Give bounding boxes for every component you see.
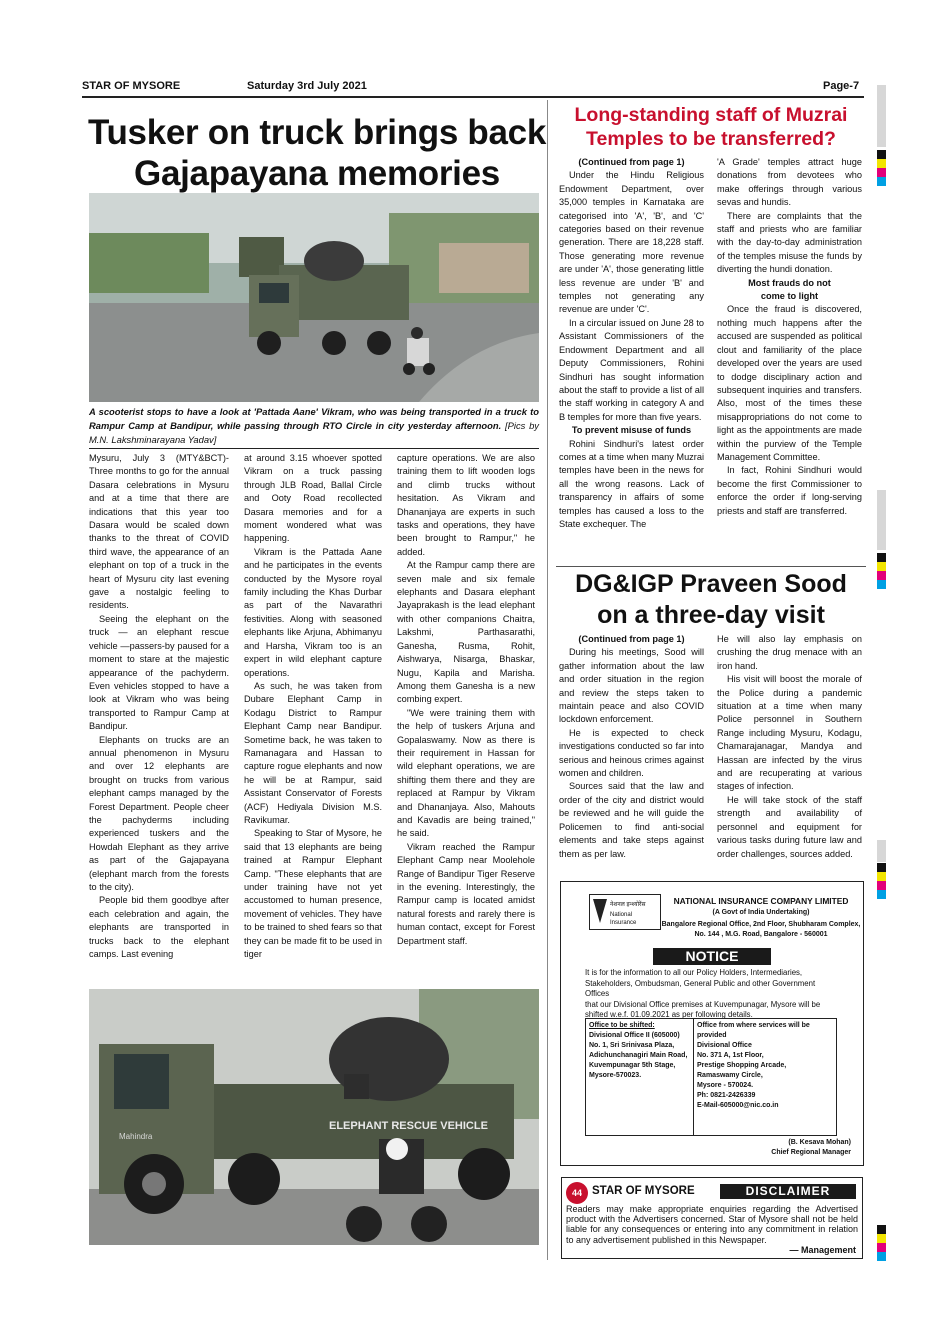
lead-col1-para: Elephants on trucks are an annual phenomenon in Mysuru and over 12 elephants are brought on trucks from various elephant camps managed by the Forest Department. People cheer the pachyderms including experienced tuskers and the Howdah Elephant as they arrive as part of the Gajapayana (elephant march from the forests to the city). — [89, 734, 229, 892]
bottom-photo — [89, 989, 539, 1245]
to-office-line: Ph: 0821-2426339 — [697, 1092, 756, 1099]
truck-brand: Mahindra — [119, 1132, 153, 1141]
lead-headline-line2: Gajapayana memories — [134, 154, 500, 193]
lead-col1-para: People bid them goodbye after each celebration and again, the elephants are transported in trucks back to the elephant camps. Last evening — [89, 895, 229, 960]
from-office-heading: Office to be shifted: — [589, 1022, 655, 1029]
muzrai-headline-line2: Temples to be transferred? — [586, 128, 836, 150]
registration-bar — [877, 490, 886, 550]
lead-headline — [82, 112, 552, 194]
top-photo-scene — [89, 193, 539, 402]
signatory-name: (B. Kesava Mohan) — [788, 1139, 851, 1146]
disclaimer-box — [561, 1177, 863, 1259]
lead-col2-para: As such, he was taken from Dubare Elephant Camp in Kodagu District to Rampur Elephant Camp near Bandipur. Sometime back, he was taken to Ramanagara and Hassan to capture rogue elephants and now he will be at Rampur, said Assistant Conservator of Forests (ACF) Hediyala Division M.S. Ravikumar. — [244, 680, 382, 825]
dgp-col-1 — [559, 633, 704, 861]
to-office-line: No. 371 A, 1st Floor, — [697, 1052, 764, 1059]
notice-body-line1: It is for the information to all our Policy Holders, Intermediaries, — [585, 968, 803, 977]
paper-name: STAR OF MYSORE — [82, 80, 181, 92]
lead-col-1 — [89, 452, 229, 961]
lead-col3-para: capture operations. We are also training them to lift wooden logs and climb trucks without hesitation. As Vikram and Dhananjaya are experts in such tasks and operations, they have been brought to Rampur," he added. — [397, 453, 535, 557]
dgp-col-2 — [717, 633, 862, 861]
lead-col-2 — [244, 452, 382, 961]
photo-credit: [Pics by M.N. Lakshminarayana Yadav] — [89, 420, 539, 445]
company-govt: (A Govt of India Undertaking) — [712, 909, 810, 916]
to-office-line: Prestige Shopping Arcade, — [697, 1062, 787, 1069]
logo-mark-icon — [593, 899, 607, 923]
muzrai-col-1 — [559, 156, 704, 531]
muzrai-col2-para: There are complaints that the staff and priests who are familiar with the day-to-day administration of the temples misuse the funds by diverting the hundi donation. — [717, 210, 862, 275]
muzrai-col2-para: 'A Grade' temples attract huge donations from devotees who make offerings through various sevas and hundis. — [717, 157, 862, 208]
muzrai-subhead-2a: Most frauds do not — [748, 277, 831, 288]
from-office-line: Mysore-570023. — [589, 1072, 642, 1079]
disclaimer-title: DISCLAIMER — [720, 1184, 856, 1199]
color-registration-mark — [877, 553, 886, 589]
disclaimer-text: Readers may make appropriate enquiries regarding the Advertised product with the Advertisers concerned. Star of Mysore shall not be held liable for any consequences or entering into any commitment in relation to any advertisement published in this Newspaper. — [566, 1204, 858, 1245]
muzrai-col1-para: Rohini Sindhuri's latest order comes at a time when many Muzrai temples have been in the news for all the wrong reasons. Lack of transparency in affairs of some temples has caused a loss to the State exchequer. The — [559, 438, 704, 529]
to-office-line: E-Mail-605000@nic.co.in — [697, 1102, 779, 1109]
column-separator — [547, 100, 548, 1260]
company-address-1: Bangalore Regional Office, 2nd Floor, Shubharam Complex, — [661, 921, 861, 928]
dgp-col2-para: He will take stock of the staff strength and availability of personnel and equipment for various tasks during future law and order challenges, sources added. — [717, 794, 862, 859]
logo-english: National Insurance — [610, 912, 637, 926]
dgp-col2-para: His visit will boost the morale of the Police during a pandemic situation at a time when many Police personnel in Southern Range including Mysuru, Kodagu, Chamarajanagar, Mandya and Hassan are infected by the virus and are recuperating at various stages of infection. — [717, 674, 862, 792]
lead-headline-line1: Tusker on truck brings back — [87, 113, 547, 152]
muzrai-subhead-2b: come to light — [760, 291, 819, 302]
caption-rule — [89, 448, 539, 449]
muzrai-headline-line1: Long-standing staff of Muzrai — [574, 104, 848, 126]
muzrai-col2-para: In fact, Rohini Sindhuri would become the first Commissioner to enforce the order if long-serving priests and staff are transferred. — [717, 465, 862, 516]
muzrai-col1-para: Under the Hindu Religious Endowment Department, over 35,000 temples in Karnataka are categorised into 'A', 'B', and 'C' categories based on their revenue generation. There are 18,228 staff. Those generating more revenue are under 'A', those generating little less revenue are under 'B' and temples not generating any revenue are under 'C'. — [559, 170, 704, 315]
lead-col-3 — [397, 452, 535, 948]
color-registration-mark — [877, 1225, 886, 1261]
dgp-cont: (Continued from page 1) — [578, 634, 685, 644]
to-office-line: Divisional Office — [697, 1042, 752, 1049]
disclaimer-sign: — Management — [789, 1245, 856, 1255]
muzrai-headline — [556, 103, 866, 151]
disclaimer-masthead: STAR OF MYSORE — [592, 1185, 695, 1197]
top-photo — [89, 193, 539, 402]
top-photo-caption — [89, 405, 539, 447]
notice-banner: NOTICE — [653, 948, 771, 965]
lead-col3-para: Vikram reached the Rampur Elephant Camp near Moolehole Range of Bandipur Tiger Reserve in the evening. Interestingly, the Rampur camp is located amidst natural forests and rarely there is human contact, except for Forest Department staff. — [397, 841, 535, 946]
notice-body — [585, 968, 841, 1021]
from-office-line: No. 1, Sri Srinivasa Plaza, — [589, 1042, 675, 1049]
to-office — [697, 1021, 834, 1111]
to-office-heading: Office from where services will be — [697, 1022, 810, 1029]
dgp-col1-para: Sources said that the law and order of the city and district would be reviewed and he will guide the Policemen to find anti-social elements and take steps against them as per law. — [559, 781, 704, 859]
muzrai-rule — [556, 566, 866, 567]
issue-date: Saturday 3rd July 2021 — [247, 80, 367, 92]
company-name: NATIONAL INSURANCE COMPANY LIMITED — [673, 896, 849, 906]
to-office-line: Ramaswamy Circle, — [697, 1072, 763, 1079]
color-registration-mark — [877, 150, 886, 186]
muzrai-col1-para: In a circular issued on June 28 to Assistant Commissioners of the Endowment Department and all Deputy Commissioners, Rohini Sindhuri has sought information about the staff to provide a list of all the staff working in category A and B temples for more than five years. — [559, 317, 704, 422]
truck-text: ELEPHANT RESCUE VEHICLE — [329, 1120, 488, 1132]
lead-col2-para: Vikram is the Pattada Aane and he participates in the events conducted by the Mysore royal family including the Khas Durbar as part of the Navarathri festivities. Along with seasoned elephants like Arjuna, Abhimanyu and Harsha, Vikram too is an expert in wild elephant capture operations. — [244, 546, 382, 678]
notice-body-line3: that our Divisional Office premises at Kuvempunagar, Mysore will be — [585, 999, 821, 1009]
muzrai-cont: (Continued from page 1) — [578, 157, 685, 167]
logo-hindi: नेशनल इन्श्योरेंस — [610, 902, 646, 908]
lead-col2-para: at around 3.15 whoever spotted Vikram on a truck passing through JLB Road, Ballal Circle and Ooty Road recollected Dasara memories and for a moment wondered what was happening. — [244, 453, 382, 544]
lead-col3-para: At the Rampur camp there are seven male and six female elephants and Dasara elephant Jayaprakash is the lead elephant with other companions Chaitra, Lakshmi, Parthasarathi, Ganesha, Rusma, Rohit, Aishwarya, Nisarga, Bhaskar, Nugu, Kapila and Marisha. Among them Ganesha is a new combing expert. — [397, 560, 535, 705]
caption-text: A scooterist stops to have a look at 'Pattada Aane' Vikram, who was being transported in a truck to Rampur Camp at Bandipur, while passing through RTO Circle in city yesterday afternoon. — [89, 406, 539, 431]
muzrai-col2-para: Once the fraud is discovered, nothing much happens after the accused are suspended as political clout and familiarity of the place developed over the years are used to dodge disciplinary action and subsequent inquiries and transfers. Also, most of the times these misappropriations do not come to light as the appointments are made within the purview of the Temple Management Committee. — [717, 304, 862, 462]
lead-col1-para: Mysuru, July 3 (MTY&BCT)- Three months to go for the annual Dasara celebrations in Mysuru and at a time that there are indications that this year too Dasara would be scaled down thanks to the threat of COVID third wave, the appearance of an elephant on top of a truck in the heart of Mysuru city last evening gave a nostalgic feeling to residents. — [89, 453, 229, 611]
dgp-col1-para: During his meetings, Sood will gather information about the law and order situation in the region and review the steps taken to maintain peace and also COVID lockdown enforcement. — [559, 647, 704, 725]
from-office-line: Kuvempunagar 5th Stage, — [589, 1062, 676, 1069]
notice-body-line4: shifted w.e.f. 01.09.2021 as per following details. — [585, 1010, 753, 1019]
muzrai-subhead-1: To prevent misuse of funds — [571, 425, 692, 436]
dgp-col1-para: He is expected to check investigations conducted so far into serious and heinous crimes against women and children. — [559, 727, 704, 779]
lead-col2-para: Speaking to Star of Mysore, he said that 13 elephants are being trained at Rampur Elephant Camp. "These elephants that are under training have not yet accustomed to human presence, movement of vehicles. They have to be trained to shed fears so that they can be made fit to be used in tiger — [244, 828, 382, 960]
from-office-line: Divisional Office II (605000) — [589, 1032, 680, 1039]
office-table — [585, 1018, 837, 1136]
bottom-photo-scene — [89, 989, 539, 1245]
dgp-headline — [556, 569, 866, 631]
registration-bar — [877, 840, 886, 862]
muzrai-col-2 — [717, 156, 862, 518]
to-office-line: Mysore - 570024. — [697, 1082, 754, 1089]
lead-col1-para: Seeing the elephant on the truck — an elephant rescue vehicle —passers-by paused for a moment to stare at the majestic appearance of the pachyderm. Even vehicles stopped to have a look at Vikram who was being transported to Rampur Camp at Bandipur. — [89, 613, 229, 732]
insurance-logo — [589, 894, 661, 930]
from-office — [589, 1021, 692, 1081]
insurance-notice-ad — [560, 881, 864, 1166]
company-address-2: No. 144 , M.G. Road, Bangalore - 560001 — [694, 931, 828, 938]
signatory-title: Chief Regional Manager — [771, 1149, 851, 1156]
dgp-col2-para: He will also lay emphasis on crushing the drug menace with an iron hand. — [717, 634, 862, 671]
from-office-line: Adichunchanagiri Main Road, — [589, 1052, 688, 1059]
header-rule — [82, 96, 864, 98]
anniversary-badge — [566, 1182, 588, 1204]
dgp-headline-line2: on a three-day visit — [597, 601, 825, 629]
page-number: Page-7 — [823, 80, 860, 92]
to-office-heading: provided — [697, 1032, 727, 1039]
anniversary-badge-text: 44 — [571, 1188, 582, 1198]
lead-col3-para: "We were training them with the help of tuskers Arjuna and Gopalaswamy. Now as there is their requirement in Hassan for wild elephant operations, we are shifting them there and they are replaced at Rampur by Vikram and Dhananjaya. Also, Mahouts and Kavadis are being trained," he said. — [397, 707, 535, 839]
color-registration-mark — [877, 863, 886, 899]
registration-bar — [877, 85, 886, 147]
dgp-headline-line1: DG&IGP Praveen Sood — [575, 570, 847, 598]
notice-body-line2: Stakeholders, Ombudsman, General Public and other Government Offices — [585, 978, 816, 998]
